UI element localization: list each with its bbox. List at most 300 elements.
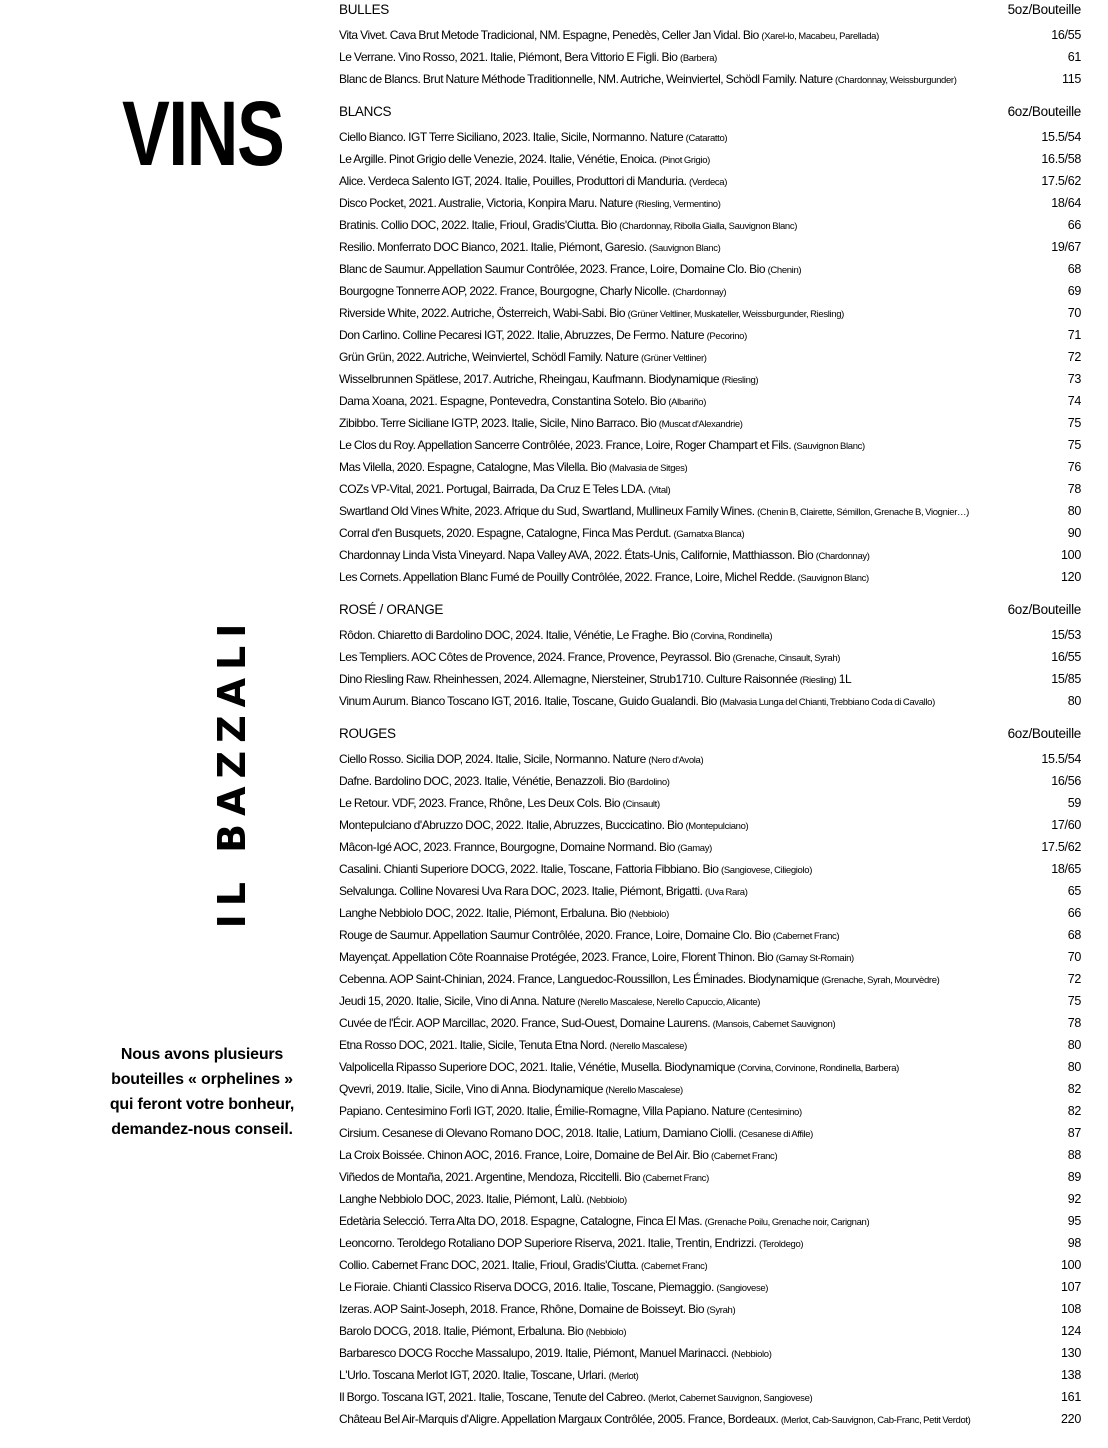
wine-grapes: (Riesling) <box>799 675 837 686</box>
wine-price: 16/56 <box>1051 774 1081 788</box>
wine-name: Mâcon-Igé AOC, 2023. Frannce, Bourgogne, Domaine Normand. Bio <box>339 840 675 854</box>
wine-description <box>339 1144 1060 1166</box>
wine-description <box>339 522 1060 544</box>
wine-description <box>339 1100 1060 1122</box>
wine-price: 69 <box>1067 284 1081 298</box>
wine-description <box>339 1056 1060 1078</box>
wine-grapes: (Pinot Grigio) <box>659 155 710 166</box>
wine-row <box>339 1166 1081 1188</box>
wine-name: Le Argille. Pinot Grigio delle Venezie, 2024. Italie, Vénétie, Enoica. <box>339 152 657 166</box>
wine-row <box>339 1386 1081 1408</box>
wine-grapes: (Cabernet Franc) <box>642 1173 709 1184</box>
wine-description <box>339 968 1060 990</box>
wine-row <box>339 924 1081 946</box>
wine-name: Dafne. Bardolino DOC, 2023. Italie, Vénétie, Benazzoli. Bio <box>339 774 625 788</box>
wine-price: 78 <box>1067 482 1081 496</box>
wine-name: Montepulciano d'Abruzzo DOC, 2022. Italie, Abruzzes, Buccicatino. Bio <box>339 818 683 832</box>
wine-name: Mas Vilella, 2020. Espagne, Catalogne, Mas Vilella. Bio <box>339 460 607 474</box>
wine-row <box>339 814 1081 836</box>
wine-price: 78 <box>1067 1016 1081 1030</box>
section-title: ROSÉ / ORANGE <box>339 602 444 617</box>
wine-price: 107 <box>1061 1280 1081 1294</box>
wine-grapes: (Corvina, Rondinella) <box>690 631 773 642</box>
wine-description <box>339 302 1060 324</box>
wine-description <box>339 792 1060 814</box>
wine-row <box>339 68 1081 90</box>
wine-price: 19/67 <box>1051 240 1081 254</box>
wine-description <box>339 1320 1053 1342</box>
wine-name: Papiano. Centesimino Forlì IGT, 2020. Italie, Émilie-Romagne, Villa Papiano. Nature <box>339 1104 745 1118</box>
wine-row <box>339 566 1081 588</box>
wine-row <box>339 214 1081 236</box>
wine-name: Les Templiers. AOC Côtes de Provence, 2024. France, Provence, Peyrassol. Bio <box>339 650 731 664</box>
wine-grapes: (Grenache, Cinsault, Syrah) <box>732 653 841 664</box>
wine-price: 59 <box>1067 796 1081 810</box>
wine-price: 66 <box>1067 218 1081 232</box>
wine-description <box>339 24 1043 46</box>
section-rouges <box>339 726 1081 1430</box>
note-line: qui feront votre bonheur, <box>109 1096 295 1113</box>
wine-grapes: (Chardonnay, Weissburgunder) <box>835 75 957 86</box>
wine-name: Bourgogne Tonnerre AOP, 2022. France, Bourgogne, Charly Nicolle. <box>339 284 670 298</box>
wine-grapes: (Chardonnay) <box>815 551 870 562</box>
wine-grapes: (Centesimino) <box>747 1107 802 1118</box>
wine-row <box>339 770 1081 792</box>
wine-description <box>339 1034 1060 1056</box>
wine-grapes: (Malvasia de Sitges) <box>609 463 688 474</box>
wine-name: Selvalunga. Colline Novaresi Uva Rara DOC, 2023. Italie, Piémont, Brigatti. <box>339 884 703 898</box>
section-header <box>339 602 1081 624</box>
wine-name: Le Clos du Roy. Appellation Sancerre Contrôlée, 2023. France, Loire, Roger Champart et Fils. <box>339 438 792 452</box>
wine-row <box>339 1320 1081 1342</box>
wine-description <box>339 1386 1053 1408</box>
note-line: Nous avons plusieurs <box>120 1046 284 1063</box>
wine-grapes: (Albariño) <box>668 397 707 408</box>
section-blancs <box>339 104 1081 588</box>
wine-row <box>339 902 1081 924</box>
wine-description <box>339 148 1033 170</box>
wine-price: 76 <box>1067 460 1081 474</box>
wine-description <box>339 946 1060 968</box>
wine-price: 75 <box>1067 438 1081 452</box>
wine-name: Jeudi 15, 2020. Italie, Sicile, Vino di Anna. Nature <box>339 994 576 1008</box>
wine-grapes: (Nebbiolo) <box>585 1327 627 1338</box>
wine-name: Rouge de Saumur. Appellation Saumur Contrôlée, 2020. France, Loire, Domaine Clo. Bio <box>339 928 771 942</box>
wine-grapes: (Chardonnay, Ribolla Gialla, Sauvignon Blanc) <box>619 221 798 232</box>
wine-description <box>339 214 1060 236</box>
wine-price: 82 <box>1067 1082 1081 1096</box>
wine-grapes: (Bardolino) <box>626 777 670 788</box>
wine-row <box>339 1034 1081 1056</box>
section-title: BLANCS <box>339 104 392 119</box>
wine-grapes: (Uva Rara) <box>705 887 748 898</box>
wine-description <box>339 368 1060 390</box>
wine-row <box>339 478 1081 500</box>
wine-row <box>339 1122 1081 1144</box>
wine-description <box>339 46 1060 68</box>
wine-description <box>339 456 1060 478</box>
wine-row <box>339 1012 1081 1034</box>
wine-row <box>339 522 1081 544</box>
wine-grapes: (Garnatxa Blanca) <box>673 529 745 540</box>
wine-grapes: (Sauvignon Blanc) <box>797 573 869 584</box>
wine-name: Edetària Selecció. Terra Alta DO, 2018. Espagne, Catalogne, Finca El Mas. <box>339 1214 703 1228</box>
section-header <box>339 2 1081 24</box>
wine-row <box>339 302 1081 324</box>
wine-row <box>339 24 1081 46</box>
wine-grapes: (Corvina, Corvinone, Rondinella, Barbera) <box>737 1063 899 1074</box>
wine-grapes: (Nerello Mascalese, Nerello Capuccio, Alicante) <box>577 997 761 1008</box>
wine-price: 115 <box>1061 72 1081 86</box>
wine-grapes: (Grüner Veltliner, Muskateller, Weissburgunder, Riesling) <box>627 309 844 320</box>
section-unit: 6oz/Bouteille <box>1007 726 1081 741</box>
wine-grapes: (Cataratto) <box>685 133 728 144</box>
wine-list <box>339 2 1081 1430</box>
wine-description <box>339 1188 1060 1210</box>
wine-price: 17.5/62 <box>1041 840 1081 854</box>
wine-row <box>339 280 1081 302</box>
wine-row <box>339 324 1081 346</box>
wine-description <box>339 258 1060 280</box>
wine-row <box>339 690 1081 712</box>
wine-row <box>339 990 1081 1012</box>
wine-price: 87 <box>1067 1126 1081 1140</box>
wine-name: Riverside White, 2022. Autriche, Österreich, Wabi-Sabi. Bio <box>339 306 626 320</box>
wine-grapes: (Riesling, Vermentino) <box>635 199 721 210</box>
wine-grapes: (Gamay) <box>677 843 712 854</box>
wine-description <box>339 1276 1053 1298</box>
wine-name: Rôdon. Chiaretto di Bardolino DOC, 2024. Italie, Vénétie, Le Fraghe. Bio <box>339 628 689 642</box>
wine-description <box>339 170 1033 192</box>
wine-price: 74 <box>1067 394 1081 408</box>
wine-description <box>339 668 1043 690</box>
wine-description <box>339 748 1033 770</box>
wine-description <box>339 280 1060 302</box>
wine-price: 108 <box>1061 1302 1081 1316</box>
wine-description <box>339 880 1060 902</box>
wine-name: Disco Pocket, 2021. Australie, Victoria, Konpira Maru. Nature <box>339 196 633 210</box>
wine-name: L'Urlo. Toscana Merlot IGT, 2020. Italie, Toscane, Urlari. <box>339 1368 607 1382</box>
wine-name: Casalini. Chianti Superiore DOCG, 2022. Italie, Toscane, Fattoria Fibbiano. Bio <box>339 862 719 876</box>
wine-grapes: (Grenache, Syrah, Mourvèdre) <box>821 975 940 986</box>
section-unit: 5oz/Bouteille <box>1007 2 1081 17</box>
wine-name: Langhe Nebbiolo DOC, 2023. Italie, Piémont, Lalù. <box>339 1192 585 1206</box>
wine-price: 100 <box>1061 1258 1081 1272</box>
wine-row <box>339 1298 1081 1320</box>
wine-price: 65 <box>1067 884 1081 898</box>
wine-grapes: (Merlot, Cab-Sauvignon, Cab-Franc, Petit Verdot) <box>780 1415 971 1426</box>
wine-grapes: (Grenache Poilu, Grenache noir, Carignan) <box>704 1217 870 1228</box>
wine-name: Grün Grün, 2022. Autriche, Weinviertel, Schödl Family. Nature <box>339 350 639 364</box>
section-bulles <box>339 2 1081 90</box>
wine-name: Valpolicella Ripasso Superiore DOC, 2021. Italie, Vénétie, Musella. Biodynamique <box>339 1060 736 1074</box>
wine-grapes: (Teroldego) <box>759 1239 804 1250</box>
wine-description <box>339 858 1043 880</box>
wine-row <box>339 748 1081 770</box>
wine-price: 16.5/58 <box>1041 152 1081 166</box>
wine-price: 73 <box>1067 372 1081 386</box>
wine-grapes: (Cesanese di Affile) <box>738 1129 813 1140</box>
wine-description <box>339 1122 1060 1144</box>
wine-price: 15/53 <box>1051 628 1081 642</box>
wine-description <box>339 1210 1060 1232</box>
wine-name: Leoncorno. Teroldego Rotaliano DOP Superiore Riserva, 2021. Italie, Trentin, Endrizzi. <box>339 1236 757 1250</box>
wine-price: 92 <box>1067 1192 1081 1206</box>
note-line: bouteilles « orphelines » <box>111 1071 293 1088</box>
wine-price: 16/55 <box>1051 650 1081 664</box>
wine-grapes: (Sangiovese) <box>716 1283 769 1294</box>
wine-grapes: (Sauvignon Blanc) <box>793 441 865 452</box>
wine-name: Izeras. AOP Saint-Joseph, 2018. France, Rhône, Domaine de Boisseyt. Bio <box>339 1302 705 1316</box>
wine-row <box>339 792 1081 814</box>
wine-price: 120 <box>1061 570 1081 584</box>
wine-name: COZs VP-Vital, 2021. Portugal, Bairrada, Da Cruz E Teles LDA. <box>339 482 646 496</box>
wine-grapes: (Nerello Mascalese) <box>609 1041 687 1052</box>
wine-description <box>339 1298 1053 1320</box>
wine-description <box>339 434 1060 456</box>
wine-description <box>339 924 1060 946</box>
wine-grapes: (Vital) <box>648 485 671 496</box>
wine-price: 89 <box>1067 1170 1081 1184</box>
wine-price: 15.5/54 <box>1041 130 1081 144</box>
wine-name: Ciello Rosso. Sicilia DOP, 2024. Italie, Sicile, Normanno. Nature <box>339 752 646 766</box>
wine-price: 17.5/62 <box>1041 174 1081 188</box>
wine-grapes: (Mansois, Cabernet Sauvignon) <box>712 1019 836 1030</box>
wine-grapes: (Merlot, Cabernet Sauvignon, Sangiovese) <box>647 1393 813 1404</box>
wine-description <box>339 566 1053 588</box>
wine-row <box>339 968 1081 990</box>
wine-price: 72 <box>1067 350 1081 364</box>
section-ros-orange <box>339 602 1081 712</box>
wine-row <box>339 624 1081 646</box>
wine-price: 80 <box>1067 1038 1081 1052</box>
wine-price: 72 <box>1067 972 1081 986</box>
wine-grapes: (Sangiovese, Ciliegiolo) <box>721 865 813 876</box>
wine-name: Zibibbo. Terre Siciliane IGTP, 2023. Italie, Sicile, Nino Barraco. Bio <box>339 416 657 430</box>
brand-logo: IL BAZZALI <box>210 615 254 929</box>
wine-format: 1L <box>836 672 852 686</box>
section-unit: 6oz/Bouteille <box>1007 104 1081 119</box>
wine-price: 17/60 <box>1051 818 1081 832</box>
wine-row <box>339 192 1081 214</box>
wine-price: 68 <box>1067 262 1081 276</box>
wine-name: Alice. Verdeca Salento IGT, 2024. Italie, Pouilles, Produttori di Manduria. <box>339 174 687 188</box>
wine-description <box>339 478 1060 500</box>
wine-row <box>339 258 1081 280</box>
wine-description <box>339 500 1060 522</box>
wine-price: 88 <box>1067 1148 1081 1162</box>
wine-description <box>339 690 1060 712</box>
wine-name: Wisselbrunnen Spätlese, 2017. Autriche, Rheingau, Kaufmann. Biodynamique <box>339 372 720 386</box>
wine-price: 18/65 <box>1051 862 1081 876</box>
wine-row <box>339 148 1081 170</box>
wine-row <box>339 544 1081 566</box>
wine-price: 80 <box>1067 694 1081 708</box>
wine-grapes: (Xarel-lo, Macabeu, Parellada) <box>761 31 879 42</box>
wine-description <box>339 1254 1053 1276</box>
wine-description <box>339 902 1060 924</box>
wine-price: 70 <box>1067 950 1081 964</box>
wine-description <box>339 624 1043 646</box>
wine-grapes: (Nebbiolo) <box>586 1195 627 1206</box>
section-header <box>339 726 1081 748</box>
wine-name: Bratinis. Collio DOC, 2022. Italie, Frioul, Gradis'Ciutta. Bio <box>339 218 617 232</box>
wine-name: Il Borgo. Toscana IGT, 2021. Italie, Toscane, Tenute del Cabreo. <box>339 1390 646 1404</box>
wine-description <box>339 324 1060 346</box>
wine-description <box>339 646 1043 668</box>
wine-grapes: (Montepulciano) <box>685 821 749 832</box>
wine-description <box>339 770 1043 792</box>
wine-grapes: (Chardonnay) <box>672 287 727 298</box>
wine-name: Resilio. Monferrato DOC Bianco, 2021. Italie, Piémont, Garesio. <box>339 240 647 254</box>
wine-name: Le Retour. VDF, 2023. France, Rhône, Les Deux Cols. Bio <box>339 796 621 810</box>
wine-description <box>339 544 1053 566</box>
wine-grapes: (Muscat d'Alexandrie) <box>658 419 743 430</box>
wine-row <box>339 346 1081 368</box>
wine-row <box>339 1056 1081 1078</box>
wine-price: 138 <box>1061 1368 1081 1382</box>
wine-name: Cebenna. AOP Saint-Chinian, 2024. France, Languedoc-Roussillon, Les Éminades. Biodynamique <box>339 972 819 986</box>
section-title: ROUGES <box>339 726 396 741</box>
wine-name: Collio. Cabernet Franc DOC, 2021. Italie, Frioul, Gradis'Ciutta. <box>339 1258 639 1272</box>
wine-name: Blanc de Blancs. Brut Nature Méthode Traditionnelle, NM. Autriche, Weinviertel, Schödl Family. Nature <box>339 72 833 86</box>
wine-price: 68 <box>1067 928 1081 942</box>
wine-description <box>339 1408 1053 1430</box>
wine-grapes: (Nebbiolo) <box>628 909 669 920</box>
wine-name: Blanc de Saumur. Appellation Saumur Contrôlée, 2023. France, Loire, Domaine Clo. Bio <box>339 262 766 276</box>
wine-grapes: (Chenin B, Clairette, Sémillon, Grenache B, Viognier…) <box>757 507 969 518</box>
section-header <box>339 104 1081 126</box>
wine-name: Viñedos de Montaña, 2021. Argentine, Mendoza, Riccitelli. Bio <box>339 1170 641 1184</box>
wine-grapes: (Sauvignon Blanc) <box>649 243 721 254</box>
wine-row <box>339 858 1081 880</box>
orphan-bottles-note <box>104 1042 300 1142</box>
wine-description <box>339 1012 1060 1034</box>
wine-price: 124 <box>1061 1324 1081 1338</box>
wine-price: 95 <box>1067 1214 1081 1228</box>
wine-name: Qvevri, 2019. Italie, Sicile, Vino di Anna. Biodynamique <box>339 1082 603 1096</box>
wine-description <box>339 990 1060 1012</box>
wine-name: Le Verrane. Vino Rosso, 2021. Italie, Piémont, Bera Vittorio E Figli. Bio <box>339 50 678 64</box>
wine-row <box>339 1408 1081 1430</box>
wine-name: Cuvée de l'Écir. AOP Marcillac, 2020. France, Sud-Ouest, Domaine Laurens. <box>339 1016 711 1030</box>
wine-grapes: (Riesling) <box>721 375 759 386</box>
wine-grapes: (Barbera) <box>680 53 717 64</box>
wine-name: Dino Riesling Raw. Rheinhessen, 2024. Allemagne, Niersteiner, Strub1710. Culture Raisonnée <box>339 672 798 686</box>
wine-name: Mayençat. Appellation Côte Roannaise Protégée, 2023. France, Loire, Florent Thinon. Bio <box>339 950 774 964</box>
wine-name: Swartland Old Vines White, 2023. Afrique du Sud, Swartland, Mullineux Family Wines. <box>339 504 755 518</box>
wine-price: 80 <box>1067 504 1081 518</box>
wine-name: Le Fioraie. Chianti Classico Riserva DOCG, 2016. Italie, Toscane, Piemaggio. <box>339 1280 714 1294</box>
wine-row <box>339 1342 1081 1364</box>
wine-row <box>339 836 1081 858</box>
wine-row <box>339 1078 1081 1100</box>
wine-row <box>339 646 1081 668</box>
wine-name: Etna Rosso DOC, 2021. Italie, Sicile, Tenuta Etna Nord. <box>339 1038 607 1052</box>
wine-grapes: (Nero d'Avola) <box>648 755 704 766</box>
wine-price: 90 <box>1067 526 1081 540</box>
wine-price: 15/85 <box>1051 672 1081 686</box>
wine-description <box>339 236 1043 258</box>
wine-description <box>339 346 1060 368</box>
wine-description <box>339 1342 1053 1364</box>
wine-description <box>339 1078 1060 1100</box>
wine-name: Cirsium. Cesanese di Olevano Romano DOC, 2018. Italie, Latium, Damiano Ciolli. <box>339 1126 737 1140</box>
section-title: BULLES <box>339 2 389 17</box>
wine-row <box>339 946 1081 968</box>
wine-grapes: (Malvasia Lunga del Chianti, Trebbiano Coda di Cavallo) <box>719 697 935 708</box>
wine-row <box>339 456 1081 478</box>
wine-row <box>339 126 1081 148</box>
wine-row <box>339 500 1081 522</box>
wine-price: 82 <box>1067 1104 1081 1118</box>
wine-price: 75 <box>1067 994 1081 1008</box>
wine-row <box>339 1188 1081 1210</box>
wine-grapes: (Cabernet Franc) <box>640 1261 708 1272</box>
wine-grapes: (Verdeca) <box>689 177 728 188</box>
section-unit: 6oz/Bouteille <box>1007 602 1081 617</box>
wine-description <box>339 390 1060 412</box>
wine-row <box>339 412 1081 434</box>
wine-price: 98 <box>1067 1236 1081 1250</box>
page-title: VINS <box>122 83 284 185</box>
wine-price: 70 <box>1067 306 1081 320</box>
wine-name: Don Carlino. Colline Pecaresi IGT, 2022. Italie, Abruzzes, De Fermo. Nature <box>339 328 705 342</box>
wine-row <box>339 1144 1081 1166</box>
wine-name: Barolo DOCG, 2018. Italie, Piémont, Erbaluna. Bio <box>339 1324 584 1338</box>
wine-grapes: (Merlot) <box>608 1371 639 1382</box>
wine-row <box>339 1364 1081 1386</box>
wine-description <box>339 126 1033 148</box>
wine-price: 66 <box>1067 906 1081 920</box>
wine-grapes: (Cabernet Franc) <box>772 931 840 942</box>
wine-name: Vinum Aurum. Bianco Toscano IGT, 2016. Italie, Toscane, Guido Gualandi. Bio <box>339 694 717 708</box>
wine-description <box>339 836 1033 858</box>
wine-grapes: (Gamay St-Romain) <box>775 953 854 964</box>
wine-grapes: (Pecorino) <box>706 331 747 342</box>
wine-price: 75 <box>1067 416 1081 430</box>
wine-row <box>339 434 1081 456</box>
wine-name: Barbaresco DOCG Rocche Massalupo, 2019. Italie, Piémont, Manuel Marinacci. <box>339 1346 729 1360</box>
wine-row <box>339 668 1081 690</box>
wine-description <box>339 68 1054 90</box>
wine-row <box>339 1254 1081 1276</box>
wine-description <box>339 814 1043 836</box>
wine-grapes: (Syrah) <box>706 1305 736 1316</box>
wine-row <box>339 368 1081 390</box>
wine-grapes: (Cinsault) <box>622 799 660 810</box>
wine-row <box>339 1276 1081 1298</box>
wine-price: 18/64 <box>1051 196 1081 210</box>
wine-row <box>339 1232 1081 1254</box>
wine-name: La Croix Boissée. Chinon AOC, 2016. France, Loire, Domaine de Bel Air. Bio <box>339 1148 709 1162</box>
wine-description <box>339 1364 1053 1386</box>
wine-name: Ciello Bianco. IGT Terre Siciliano, 2023. Italie, Sicile, Normanno. Nature <box>339 130 684 144</box>
wine-price: 15.5/54 <box>1041 752 1081 766</box>
wine-description <box>339 1232 1060 1254</box>
wine-row <box>339 46 1081 68</box>
wine-name: Chardonnay Linda Vista Vineyard. Napa Valley AVA, 2022. États-Unis, Californie, Matthiasson. Bio <box>339 548 814 562</box>
wine-price: 161 <box>1061 1390 1081 1404</box>
wine-grapes: (Chenin) <box>767 265 802 276</box>
wine-grapes: (Nerello Mascalese) <box>605 1085 683 1096</box>
wine-price: 220 <box>1061 1412 1081 1426</box>
wine-grapes: (Cabernet Franc) <box>710 1151 778 1162</box>
wine-name: Vita Vivet. Cava Brut Metode Tradicional, NM. Espagne, Penedès, Celler Jan Vidal. Bio <box>339 28 759 42</box>
wine-price: 61 <box>1067 50 1081 64</box>
wine-row <box>339 236 1081 258</box>
wine-price: 100 <box>1061 548 1081 562</box>
